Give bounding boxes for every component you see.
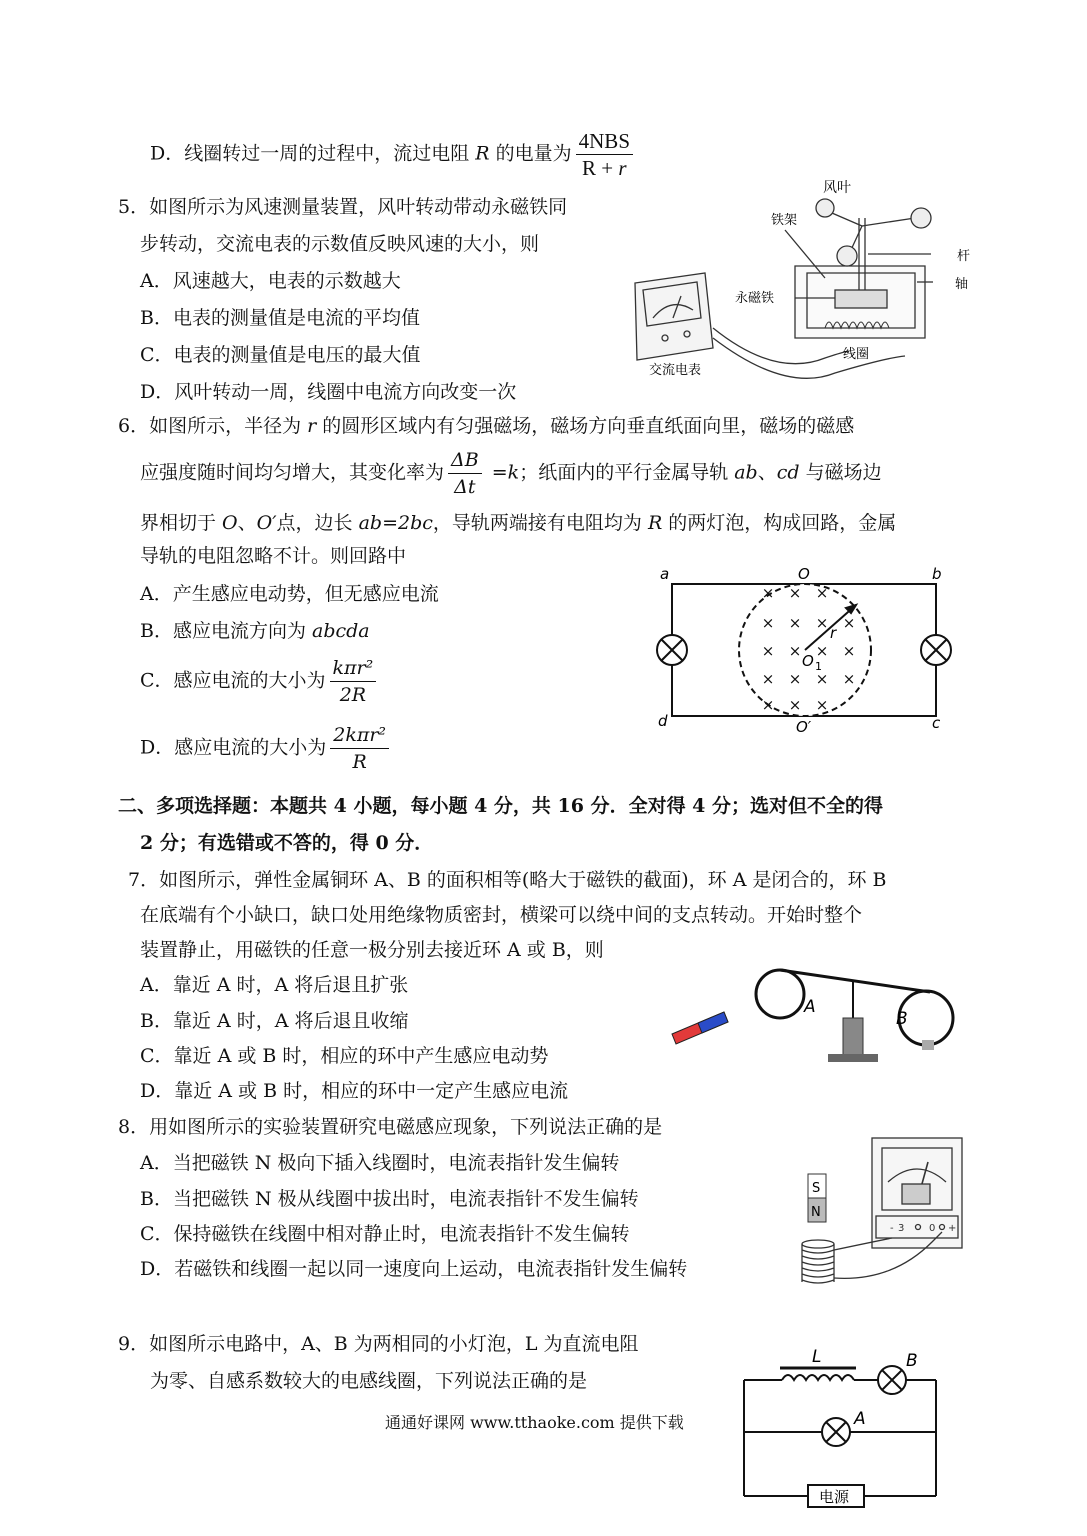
q6-stem-line1: 6．如图所示，半径为 r 的圆形区域内有匀强磁场，磁场方向垂直纸面向里，磁场的磁感: [118, 415, 855, 437]
svg-text:O′: O′: [796, 718, 812, 736]
q6-option-c: C．感应电流的大小为 $\frac{\text{kπr²}}{2R}$: [140, 655, 380, 708]
section2-heading-line2: 2 分；有选错或不答的，得 0 分．: [140, 832, 434, 854]
q7-stem-line3: 装置静止，用磁铁的任意一极分别去接近环 A 或 B，则: [140, 939, 604, 961]
svg-text:N: N: [811, 1205, 821, 1220]
q7-stem-line1: 7．如图所示，弹性金属铜环 A、B 的面积相等(略大于磁铁的截面)，环 A 是闭合的，环 B: [128, 869, 887, 891]
svg-text:O: O: [798, 565, 810, 583]
q7-option-b: B．靠近 A 时，A 将后退且收缩: [140, 1010, 409, 1032]
svg-text:×: ×: [815, 642, 829, 660]
wind-speed-figure: [625, 178, 975, 388]
svg-text:×: ×: [815, 696, 829, 714]
svg-text:×: ×: [842, 642, 856, 660]
induction-experiment-figure: [792, 1132, 972, 1290]
svg-text:×: ×: [842, 670, 856, 688]
q7-option-d: D．靠近 A 或 B 时，相应的环中一定产生感应电流: [140, 1080, 569, 1102]
page-footer: 通通好课网 www.tthaoke.com 提供下载: [385, 1413, 684, 1432]
q8-option-a: A．当把磁铁 N 极向下插入线圈时，电流表指针发生偏转: [140, 1152, 620, 1174]
magnetic-circuit-figure: [650, 562, 960, 742]
label-zhou: 轴: [955, 277, 969, 292]
svg-text:b: b: [932, 565, 942, 583]
q5-option-d: D．风叶转动一周，线圈中电流方向改变一次: [140, 381, 517, 403]
q8-option-b: B．当把磁铁 N 极从线圈中拔出时，电流表指针不发生偏转: [140, 1188, 639, 1210]
q6-option-a: A．产生感应电动势，但无感应电流: [140, 583, 439, 605]
label-xianquan: 线圈: [843, 347, 870, 362]
svg-text:×: ×: [761, 670, 775, 688]
q7-option-a: A．靠近 A 时，A 将后退且扩张: [140, 974, 409, 996]
svg-text:×: ×: [761, 614, 775, 632]
q7-option-c: C．靠近 A 或 B 时，相应的环中产生感应电动势: [140, 1045, 549, 1067]
label-meter: 交流电表: [649, 363, 702, 378]
svg-text:L: L: [812, 1347, 822, 1367]
svg-text:×: ×: [761, 642, 775, 660]
q9-stem-line1: 9．如图所示电路中，A、B 为两相同的小灯泡，L 为直流电阻: [118, 1333, 639, 1355]
label-yongcitie: 永磁铁: [735, 291, 775, 306]
q6-stem-line4: 导轨的电阻忽略不计。则回路中: [140, 545, 407, 567]
svg-text:×: ×: [815, 670, 829, 688]
q6-option-b: B．感应电流方向为 abcda: [140, 620, 370, 642]
svg-text:-: -: [890, 1223, 894, 1234]
svg-text:+: +: [948, 1223, 957, 1234]
svg-text:×: ×: [788, 670, 802, 688]
charge-fraction: $\frac{\text{4NBS}}{R + r}$: [576, 128, 633, 181]
q5-option-b: B．电表的测量值是电流的平均值: [140, 307, 420, 329]
q4-option-d: D．线圈转过一周的过程中，流过电阻 R 的电量为 $\frac{\text{4NBS}}{R + r}$: [150, 128, 637, 181]
q8-option-d: D．若磁铁和线圈一起以同一速度向上运动，电流表指针发生偏转: [140, 1258, 688, 1280]
svg-text:S: S: [812, 1181, 821, 1196]
svg-text:×: ×: [788, 642, 802, 660]
q6-stem-line2: 应强度随时间均匀增大，其变化率为 $\frac{\Delta B}{\Delta t}$ =k；纸面内的平行金属导轨 ab、cd 与磁场边: [140, 449, 882, 498]
svg-text:3: 3: [898, 1223, 905, 1234]
q6-option-d: D．感应电流的大小为 $\frac{\text{2kπr²}}{R}$: [140, 722, 393, 775]
svg-text:0: 0: [929, 1223, 936, 1234]
label-fengye: 风叶: [823, 180, 851, 196]
svg-text:B: B: [906, 1351, 918, 1371]
svg-text:×: ×: [761, 696, 775, 714]
svg-text:×: ×: [788, 696, 802, 714]
svg-text:×: ×: [815, 614, 829, 632]
label-gan: 杆: [957, 249, 971, 264]
svg-text:×: ×: [788, 584, 802, 602]
svg-text:×: ×: [788, 614, 802, 632]
q9-stem-line2: 为零、自感系数较大的电感线圈，下列说法正确的是: [150, 1370, 588, 1392]
inductor-circuit-figure: [736, 1340, 946, 1530]
svg-text:A: A: [804, 997, 816, 1017]
q7-stem-line2: 在底端有个小缺口，缺口处用绝缘物质密封，横梁可以绕中间的支点转动。开始时整个: [140, 904, 863, 926]
svg-text:c: c: [932, 714, 941, 732]
rate-fraction: $\frac{\Delta B}{\Delta t}$: [448, 447, 482, 500]
svg-text:1: 1: [815, 660, 822, 673]
label-tiejia: 铁架: [771, 213, 798, 228]
q5-stem-line1: 5．如图所示为风速测量装置，风叶转动带动永磁铁同: [118, 196, 568, 218]
q5-option-a: A．风速越大，电表的示数越大: [140, 270, 401, 292]
q5-option-c: C．电表的测量值是电压的最大值: [140, 344, 421, 366]
svg-text:A: A: [854, 1409, 866, 1429]
ring-balance-figure: [668, 962, 968, 1072]
svg-text:a: a: [660, 565, 670, 583]
svg-text:×: ×: [842, 614, 856, 632]
q6-stem-line3: 界相切于 O、O′点，边长 ab=2bc，导轨两端接有电阻均为 R 的两灯泡，构成回路，金属: [140, 512, 897, 534]
svg-text:×: ×: [761, 584, 775, 602]
svg-text:×: ×: [815, 584, 829, 602]
section2-heading-line1: 二、多项选择题：本题共 4 小题，每小题 4 分，共 16 分．全对得 4 分；选对但不全的得: [118, 795, 884, 817]
svg-text:电源: 电源: [819, 1488, 850, 1506]
svg-text:B: B: [896, 1009, 908, 1029]
q8-option-c: C．保持磁铁在线圈中相对静止时，电流表指针不发生偏转: [140, 1223, 630, 1245]
q5-stem-line2: 步转动，交流电表的示数值反映风速的大小，则: [140, 233, 540, 255]
q8-stem: 8．用如图所示的实验装置研究电磁感应现象，下列说法正确的是: [118, 1116, 663, 1138]
svg-text:d: d: [658, 712, 668, 730]
svg-text:O: O: [802, 652, 814, 670]
svg-text:r: r: [830, 624, 837, 642]
